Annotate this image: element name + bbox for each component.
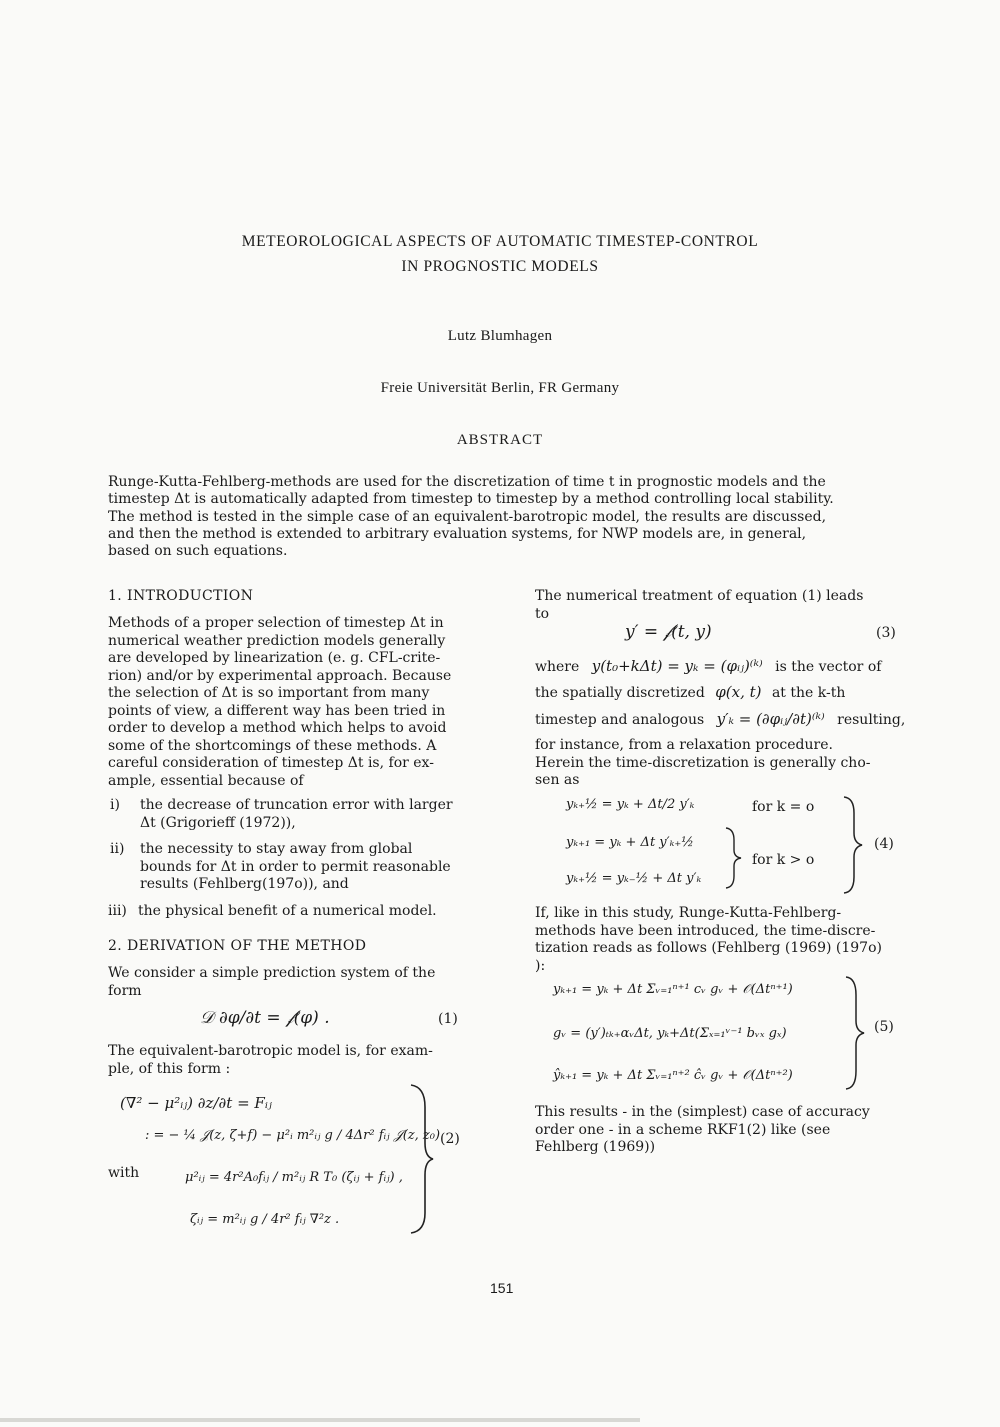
paragraph-line: The numerical treatment of equation (1) leads: [535, 588, 864, 604]
where-line-3: [535, 711, 905, 730]
equation-2-line-2: : = − ¼ 𝒥(z, ζ+f) − μ²ᵢ m²ᵢⱼ g / 4Δr² fᵢⱼ 𝒥(z, z₀): [145, 1128, 441, 1143]
section-1-heading: 1. INTRODUCTION: [108, 588, 254, 604]
derivation-line: We consider a simple prediction system of the: [108, 965, 436, 981]
abstract-body: [108, 474, 908, 560]
introduction-paragraph: [108, 615, 480, 790]
list-item-line: the physical benefit of a numerical model.: [138, 903, 437, 919]
intro-line: ample, essential because of: [108, 772, 304, 789]
equation-4-row-1: yₖ₊½ = yₖ + Δt/2 y′ₖ: [566, 797, 695, 812]
page-number: 151: [490, 1280, 514, 1296]
intro-line: careful consideration of timestep Δt is, for ex-: [108, 755, 434, 771]
abstract-line: and then the method is extended to arbitrary evaluation systems, for NWP models are, in general,: [108, 525, 807, 542]
abstract-line: based on such equations.: [108, 543, 288, 560]
list-item-line: Δt (Grigorieff (1972)),: [140, 814, 296, 831]
where-line-2: [535, 684, 845, 703]
derivation-paragraph: [108, 965, 480, 1000]
equation-5-row-3: ŷₖ₊₁ = yₖ + Δt Σᵥ₌₁ⁿ⁺² ĉᵥ gᵥ + 𝒪(Δtⁿ⁺²): [553, 1068, 793, 1083]
closing-paragraph: [535, 1104, 911, 1157]
equation-5-brace: [842, 975, 870, 1091]
equation-3-number: (3): [876, 625, 896, 641]
affiliation: Freie Universität Berlin, FR Germany: [380, 380, 620, 396]
numerical-treatment-paragraph: [535, 588, 911, 623]
equation-5-row-2: gᵥ = (y′)ₜₖ₊αᵥΔt, yₖ+Δt(Σₓ₌₁ᵛ⁻¹ bᵥₓ gₓ): [553, 1026, 787, 1041]
with-label: with: [108, 1165, 140, 1181]
paragraph-line: Fehlberg (1969)): [535, 1139, 656, 1155]
equation-4-condition-2: for k > o: [752, 852, 815, 868]
paper-title-line-2: IN PROGNOSTIC MODELS: [401, 258, 599, 275]
list-item-number: iii): [108, 903, 127, 919]
equation-5-row-1: yₖ₊₁ = yₖ + Δt Σᵥ₌₁ⁿ⁺¹ cᵥ gᵥ + 𝒪(Δtⁿ⁺¹): [553, 982, 793, 997]
paper-title-line-1: METEOROLOGICAL ASPECTS OF AUTOMATIC TIMESTEP-CONTROL: [241, 233, 759, 250]
paragraph-line: tization reads as follows (Fehlberg (1969) (197o): [535, 940, 882, 956]
abstract-line: Runge-Kutta-Fehlberg-methods are used for the discretization of time t in prognostic models and the: [108, 474, 826, 490]
equation-4-row-2: yₖ₊₁ = yₖ + Δt y′ₖ₊½: [566, 835, 694, 850]
intro-line: points of view, a different way has been tried in: [108, 702, 446, 719]
equation-4-outer-brace: [840, 795, 868, 895]
relaxation-paragraph: [535, 737, 911, 790]
inline-math: y(t₀+kΔt) = yₖ = (φᵢⱼ)⁽ᵏ⁾: [591, 657, 763, 675]
equation-4-row-3: yₖ₊½ = yₖ₋½ + Δt y′ₖ: [566, 871, 702, 886]
equation-2-line-1: (∇² − μ²ᵢⱼ) ∂z/∂t = Fᵢⱼ: [120, 1094, 272, 1112]
equation-2-intro: [108, 1043, 480, 1078]
equation-5-number: (5): [874, 1019, 894, 1035]
paragraph-line: to: [535, 605, 550, 622]
text: is the vector of: [775, 659, 882, 675]
list-item-line: bounds for Δt in order to permit reasonable: [140, 858, 451, 875]
equation-2-number: (2): [440, 1131, 460, 1147]
abstract-line: The method is tested in the simple case of an equivalent-barotropic model, the results are discussed,: [108, 508, 827, 525]
text: where: [535, 659, 580, 675]
where-line-1: [535, 658, 881, 677]
equation-4-number: (4): [874, 836, 894, 852]
intro-line: the selection of Δt is so important from many: [108, 685, 430, 701]
intro-line: Methods of a proper selection of timestep Δt in: [108, 615, 444, 631]
equation-3: y′ = 𝒻(t, y): [625, 622, 712, 642]
list-item-line: results (Fehlberg(197o)), and: [140, 876, 349, 892]
inline-math: φ(x, t): [715, 683, 762, 701]
list-item-number: ii): [110, 841, 125, 857]
paragraph-line: for instance, from a relaxation procedure.: [535, 737, 833, 753]
paragraph-line: Herein the time-discretization is generally cho-: [535, 754, 871, 771]
intro-line: numerical weather prediction models generally: [108, 632, 446, 649]
intro-line: rion) and/or by experimental approach. Because: [108, 667, 452, 684]
text: resulting,: [837, 712, 906, 728]
author: Lutz Blumhagen: [447, 328, 553, 344]
text: the spatially discretized: [535, 685, 705, 701]
section-2-heading: 2. DERIVATION OF THE METHOD: [108, 938, 367, 954]
list-item-number: i): [110, 797, 120, 813]
paragraph-line: methods have been introduced, the time-discre-: [535, 922, 876, 939]
paragraph-line: order one - in a scheme RKF1(2) like (see: [535, 1121, 831, 1138]
fehlberg-paragraph: [535, 905, 911, 975]
inline-math: y′ₖ = (∂φᵢⱼ/∂t)⁽ᵏ⁾: [716, 710, 825, 728]
text: timestep and analogous: [535, 712, 705, 728]
list-item-line: the necessity to stay away from global: [140, 841, 413, 857]
abstract-line: timestep Δt is automatically adapted from timestep to timestep by a method controlling local stability.: [108, 491, 834, 508]
equation-4-condition-1: for k = o: [752, 799, 815, 815]
paragraph-line: This results - in the (simplest) case of accuracy: [535, 1104, 870, 1120]
intro-line: are developed by linearization (e. g. CFL-crite-: [108, 650, 441, 666]
derivation-line: form: [108, 982, 142, 999]
paragraph-line: ):: [535, 957, 546, 974]
equation-2-line-3: μ²ᵢⱼ = 4r²A₀fᵢⱼ / m²ᵢⱼ R T₀ (ζᵢⱼ + fᵢⱼ) ,: [185, 1170, 403, 1185]
eq2-intro-line: The equivalent-barotropic model is, for exam-: [108, 1043, 433, 1059]
intro-line: order to develop a method which helps to avoid: [108, 720, 447, 736]
equation-4-inner-brace: [722, 826, 746, 890]
scan-edge: [0, 1418, 640, 1422]
list-item-line: the decrease of truncation error with larger: [140, 797, 453, 813]
paragraph-line: sen as: [535, 772, 580, 788]
abstract-heading: ABSTRACT: [456, 432, 544, 448]
equation-1-number: (1): [438, 1011, 458, 1027]
paragraph-line: If, like in this study, Runge-Kutta-Fehlberg-: [535, 905, 842, 921]
intro-line: some of the shortcomings of these methods. A: [108, 737, 437, 754]
equation-2-line-4: ζᵢⱼ = m²ᵢⱼ g / 4r² fᵢⱼ ∇²z .: [190, 1212, 340, 1227]
equation-2-brace: [405, 1083, 437, 1235]
equation-1: 𝒟 ∂φ/∂t = 𝒻(φ) .: [200, 1008, 330, 1028]
text: at the k-th: [771, 685, 846, 701]
eq2-intro-line: ple, of this form :: [108, 1060, 231, 1077]
